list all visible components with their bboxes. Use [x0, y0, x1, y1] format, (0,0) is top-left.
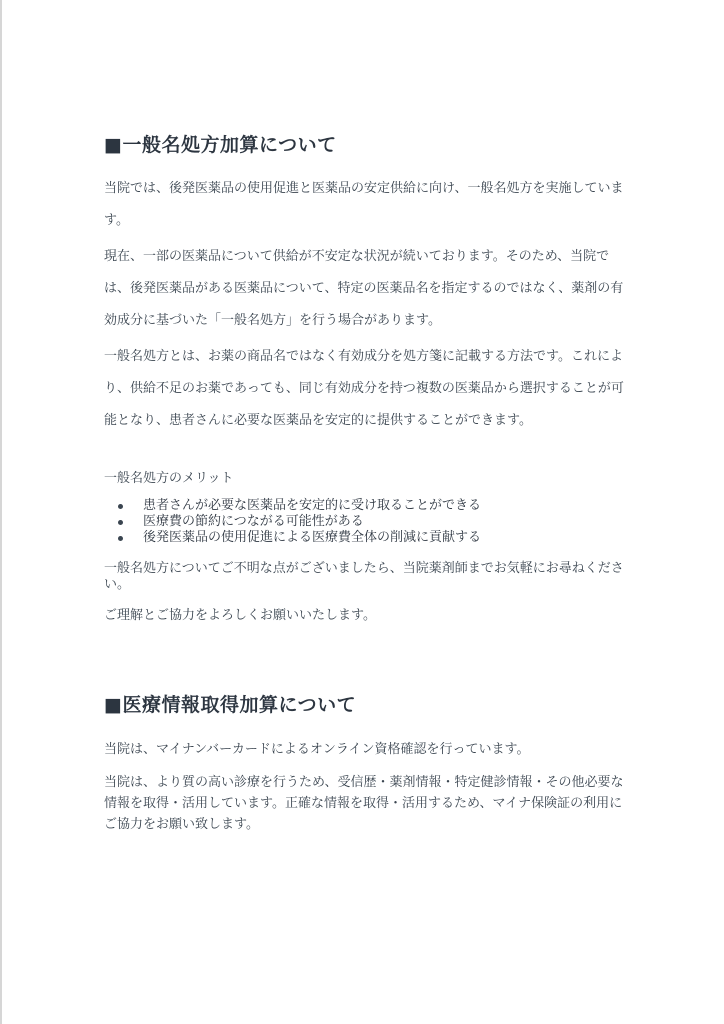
intro-paragraph: 当院では、後発医薬品の使用促進と医薬品の安定供給に向け、一般名処方を実施しています。: [104, 181, 624, 228]
supply-paragraph: 現在、一部の医薬品について供給が不安定な状況が続いております。そのため、当院では、後発医薬品がある医薬品について、特定の医薬品名を指定するのではなく、薬剤の有効成分に基づいた「一般名処方」を行う場合があります。: [104, 249, 624, 328]
medical-info-paragraph: 当院は、より質の高い診療を行うため、受信歴・薬剤情報・特定健診情報・その他必要な情報を取得・活用しています。正確な情報を取得・活用するため、マイナ保険証の利用にご協力をお願い致します。: [104, 775, 624, 832]
section-heading-generic-prescription: ■一般名処方加算について: [104, 134, 337, 156]
merit-item: 患者さんが必要な医薬品を安定的に受け取ることができる: [118, 498, 481, 514]
definition-paragraph: 一般名処方とは、お薬の商品名ではなく有効成分を処方箋に記載する方法です。これにより、供給不足のお薬であっても、同じ有効成分を持つ複数の医薬品から選択することが可能となり、患者さんに必要な医薬品を安定的に提供することができます。: [104, 349, 624, 428]
bullet-icon: [118, 504, 123, 509]
merit-item: 後発医薬品の使用促進による医療費全体の削減に貢献する: [118, 530, 481, 546]
merit-list: [118, 498, 481, 546]
bullet-icon: [118, 536, 123, 541]
online-check-paragraph: 当院は、マイナンバーカードによるオンライン資格確認を行っています。: [104, 742, 530, 757]
thanks-paragraph: ご理解とご協力をよろしくお願いいたします。: [104, 608, 376, 623]
section-heading-medical-info: ■医療情報取得加算について: [104, 694, 357, 716]
merit-item: 医療費の節約につながる可能性がある: [118, 514, 481, 530]
bullet-icon: [118, 520, 123, 525]
page-edge: [0, 0, 2, 1024]
merit-title: 一般名処方のメリット: [104, 471, 234, 486]
inquiry-paragraph: 一般名処方についてご不明な点がございましたら、当院薬剤師までお気軽にお尋ねください。: [104, 561, 624, 592]
